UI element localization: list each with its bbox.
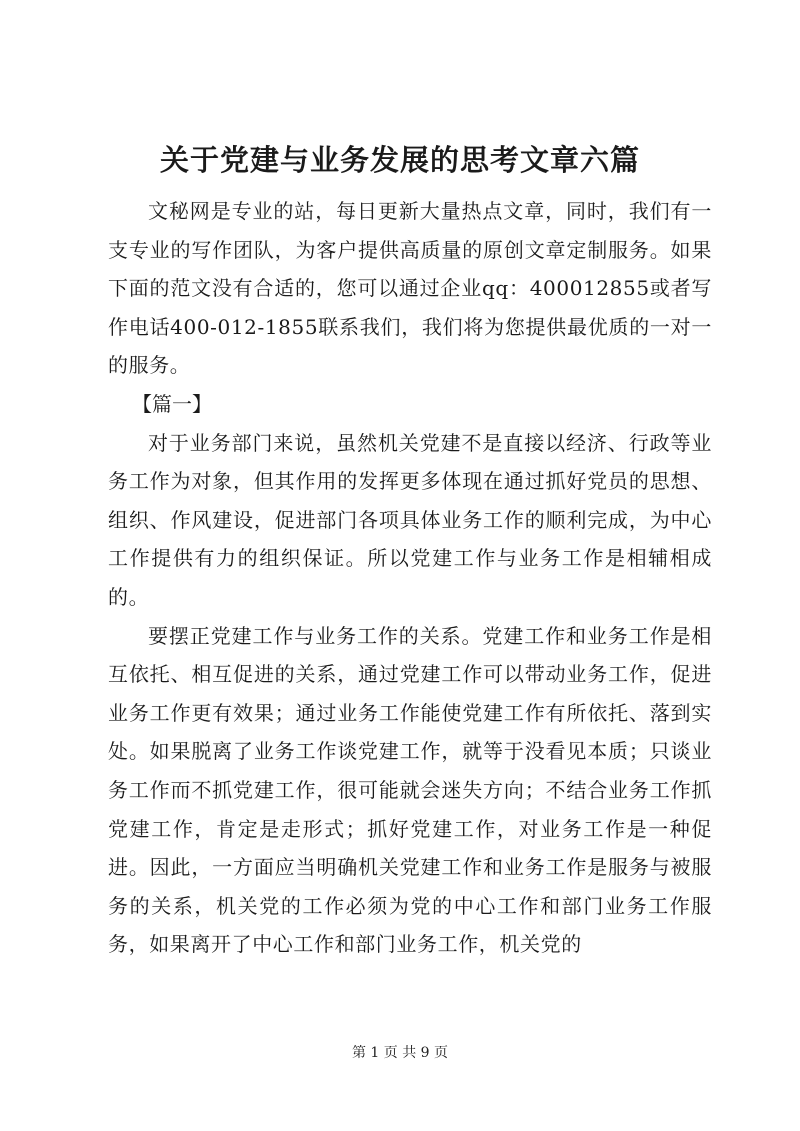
document-title: 关于党建与业务发展的思考文章六篇	[159, 143, 640, 177]
body-paragraph-2: 要摆正党建工作与业务工作的关系。党建工作和业务工作是相互依托、相互促进的关系，通过党建工作可以带动业务工作，促进业务工作更有效果；通过业务工作能使党建工作有所依托、落到实处。如果脱离了业务工作谈党建工作，就等于没看见本质；只谈业务工作而不抓党建工作，很可能就会迷失方向；不结合业务工作抓党建工作，肯定是走形式；抓好党建工作，对业务工作是一种促进。因此，一方面应当明确机关党建工作和业务工作是服务与被服务的关系，机关党的工作必须为党的中心工作和部门业务工作服务，如果离开了中心工作和部门业务工作，机关党的	[108, 623, 712, 957]
page-footer: 第 1 页 共 9 页	[351, 1045, 449, 1061]
document-body	[108, 192, 712, 964]
intro-paragraph: 文秘网是专业的站，每日更新大量热点文章，同时，我们有一支专业的写作团队，为客户提供高质量的原创文章定制服务。如果下面的范文没有合适的，您可以通过企业qq：400012855或者写作电话400-012-1855联系我们，我们将为您提供最优质的一对一的服务。	[108, 199, 712, 378]
body-paragraph-1: 对于业务部门来说，虽然机关党建不是直接以经济、行政等业务工作为对象，但其作用的发挥更多体现在通过抓好党员的思想、组织、作风建设，促进部门各项具体业务工作的顺利完成，为中心工作提供有力的组织保证。所以党建工作与业务工作是相辅相成的。	[108, 430, 712, 609]
section-heading: 【篇一】	[132, 391, 212, 416]
